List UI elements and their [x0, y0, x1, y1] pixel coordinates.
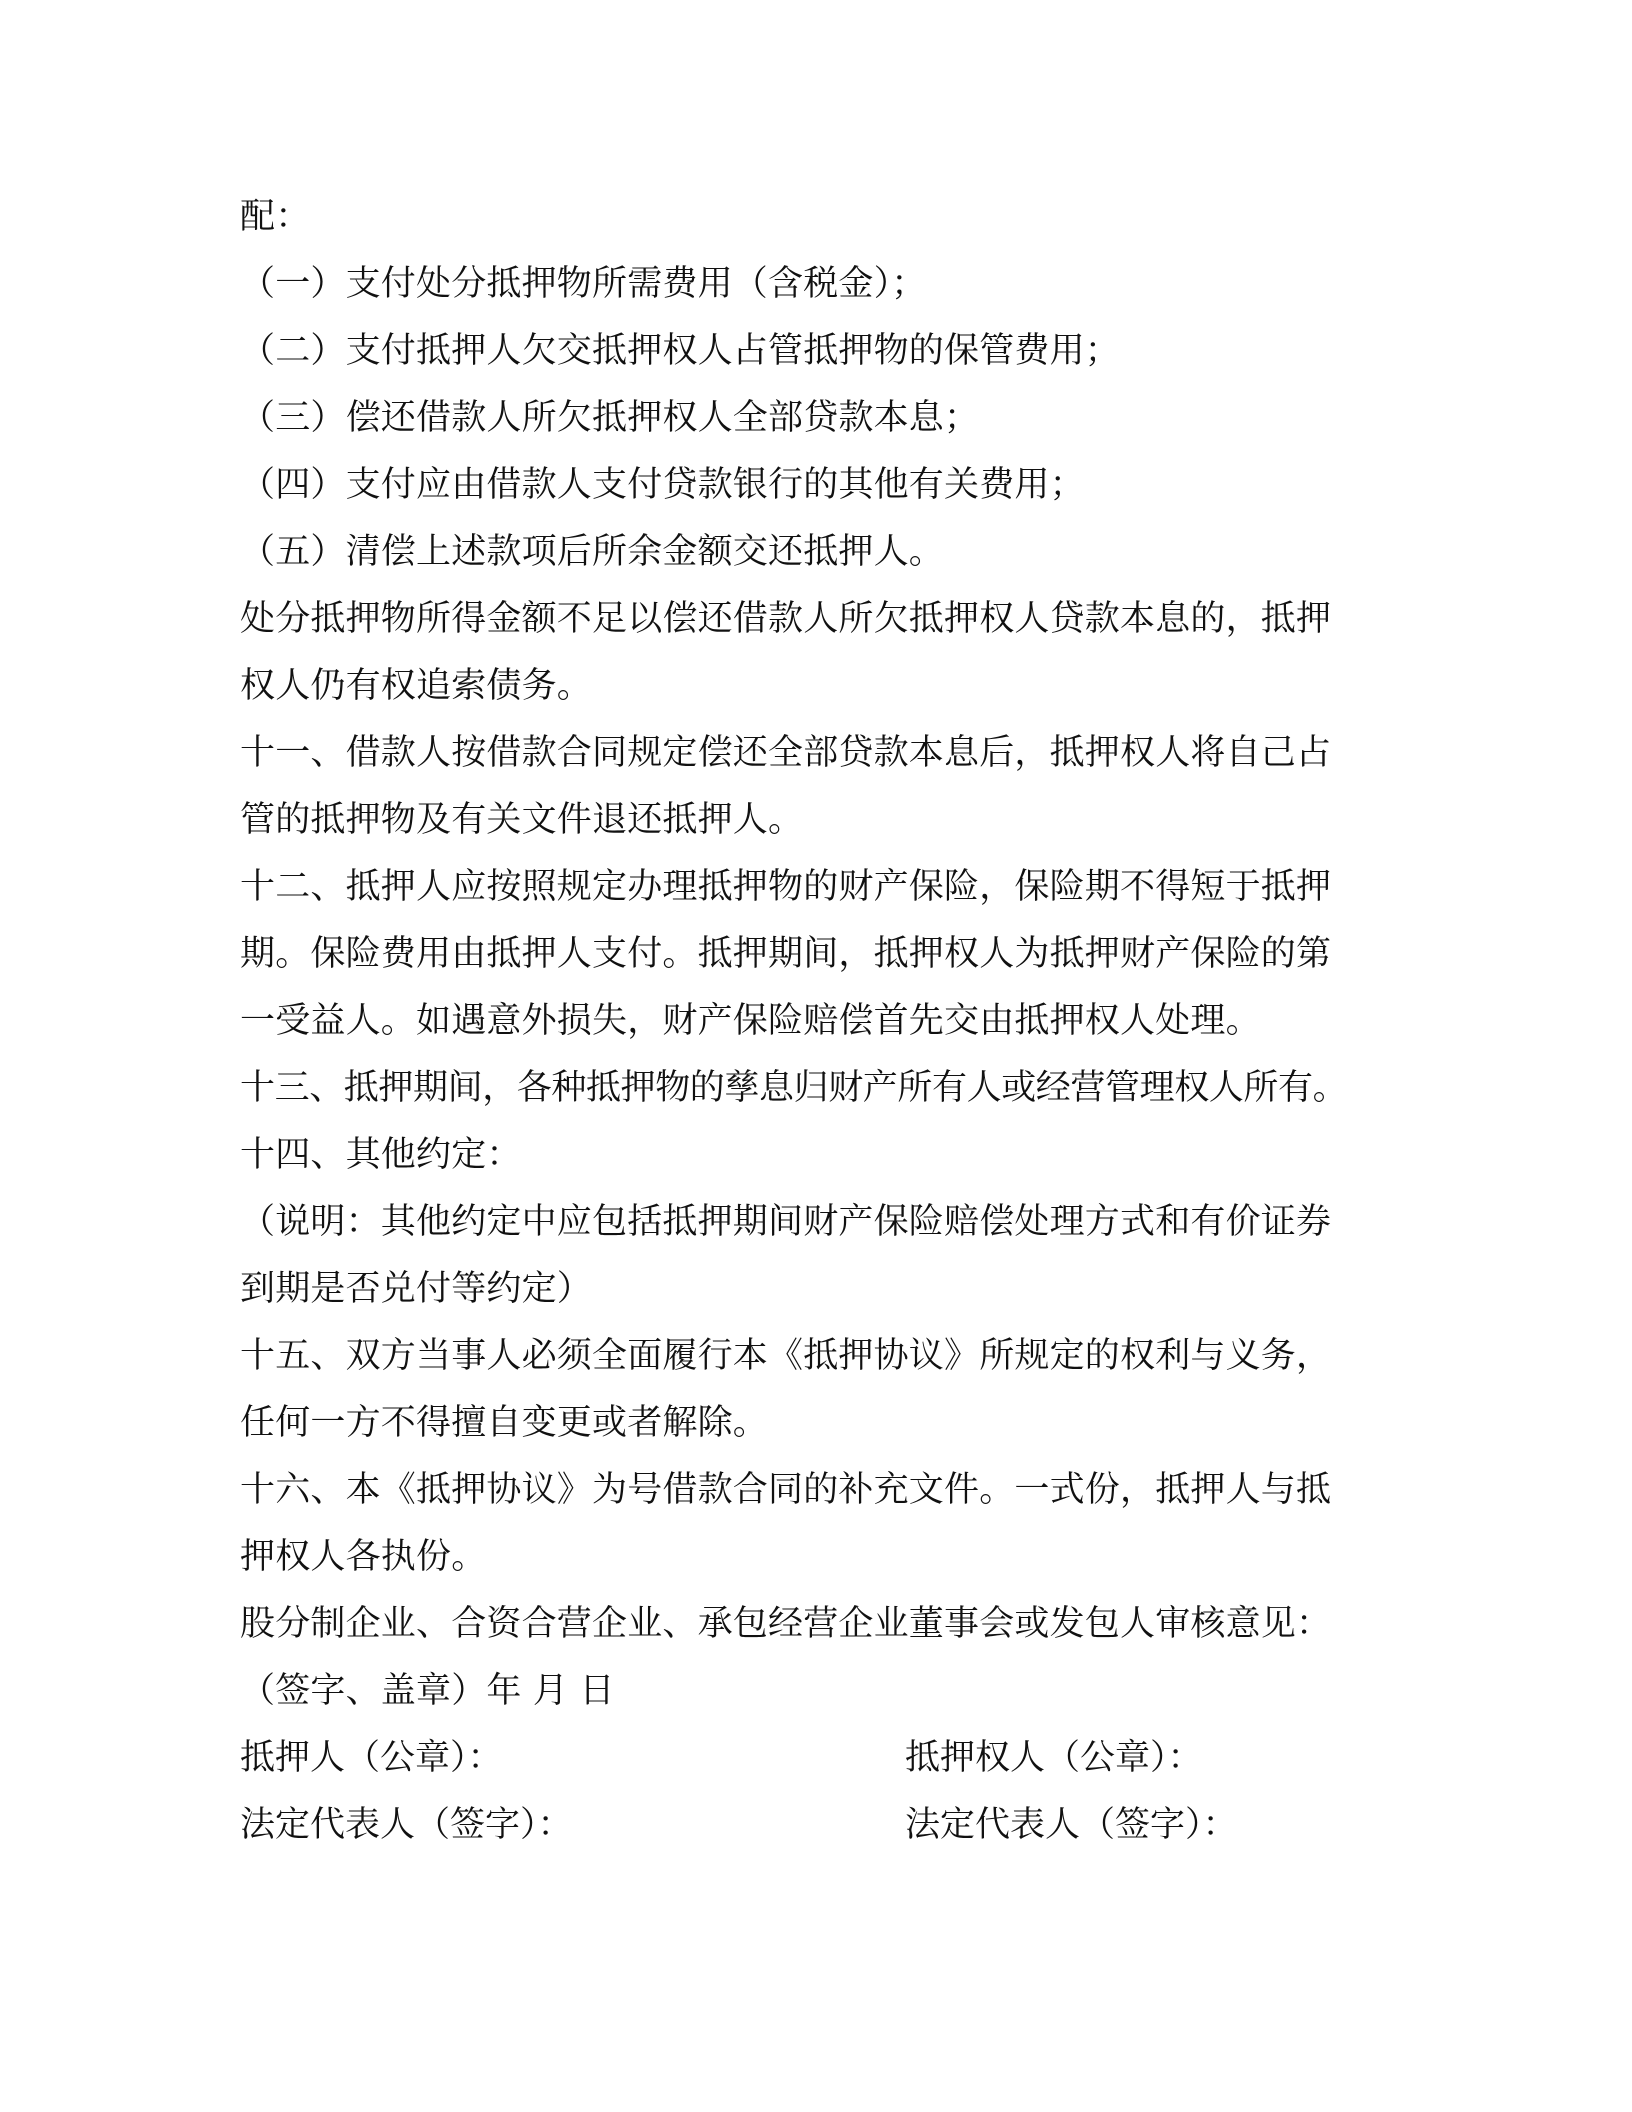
text-line: 十三、抵押期间，各种抵押物的孳息归财产所有人或经营管理权人所有。	[240, 1068, 1348, 1108]
text-line: 十五、双方当事人必须全面履行本《抵押协议》所规定的权利与义务，	[240, 1336, 1332, 1376]
text-line: （五）清偿上述款项后所余金额交还抵押人。	[240, 532, 945, 572]
text-line: （一）支付处分抵押物所需费用（含税金）；	[240, 264, 927, 304]
text-line: （三）偿还借款人所欠抵押权人全部贷款本息；	[240, 398, 980, 438]
text-line: 管的抵押物及有关文件退还抵押人。	[240, 800, 804, 840]
mortgagor-representative-label: 法定代表人（签字）：	[240, 1805, 573, 1845]
text-line: （说明：其他约定中应包括抵押期间财产保险赔偿处理方式和有价证券	[240, 1202, 1332, 1242]
text-line: 股分制企业、合资合营企业、承包经营企业董事会或发包人审核意见：	[240, 1604, 1332, 1644]
text-line: 十二、抵押人应按照规定办理抵押物的财产保险，保险期不得短于抵押	[240, 867, 1332, 907]
text-line: 处分抵押物所得金额不足以偿还借款人所欠抵押权人贷款本息的，抵押	[240, 599, 1332, 639]
mortgagor-seal-label: 抵押人（公章）：	[240, 1738, 503, 1778]
text-line: 任何一方不得擅自变更或者解除。	[240, 1403, 769, 1443]
text-line: 权人仍有权追索债务。	[240, 666, 593, 706]
text-line: 十六、本《抵押协议》为号借款合同的补充文件。一式份，抵押人与抵	[240, 1470, 1332, 1510]
text-line: 配：	[240, 197, 311, 237]
text-line: （二）支付抵押人欠交抵押权人占管抵押物的保管费用；	[240, 331, 1121, 371]
mortgagee-representative-label: 法定代表人（签字）：	[905, 1805, 1238, 1845]
mortgagee-seal-label: 抵押权人（公章）：	[905, 1738, 1203, 1778]
text-line: （签字、盖章）年 月 日	[240, 1671, 615, 1711]
text-line: 到期是否兑付等约定）	[240, 1269, 593, 1309]
text-line: 一受益人。如遇意外损失，财产保险赔偿首先交由抵押权人处理。	[240, 1001, 1261, 1041]
text-line: 十一、借款人按借款合同规定偿还全部贷款本息后，抵押权人将自己占	[240, 733, 1332, 773]
text-line: （四）支付应由借款人支付贷款银行的其他有关费用；	[240, 465, 1085, 505]
text-line: 期。保险费用由抵押人支付。抵押期间，抵押权人为抵押财产保险的第	[240, 934, 1332, 974]
text-line: 押权人各执份。	[240, 1537, 487, 1577]
text-line: 十四、其他约定：	[240, 1135, 522, 1175]
